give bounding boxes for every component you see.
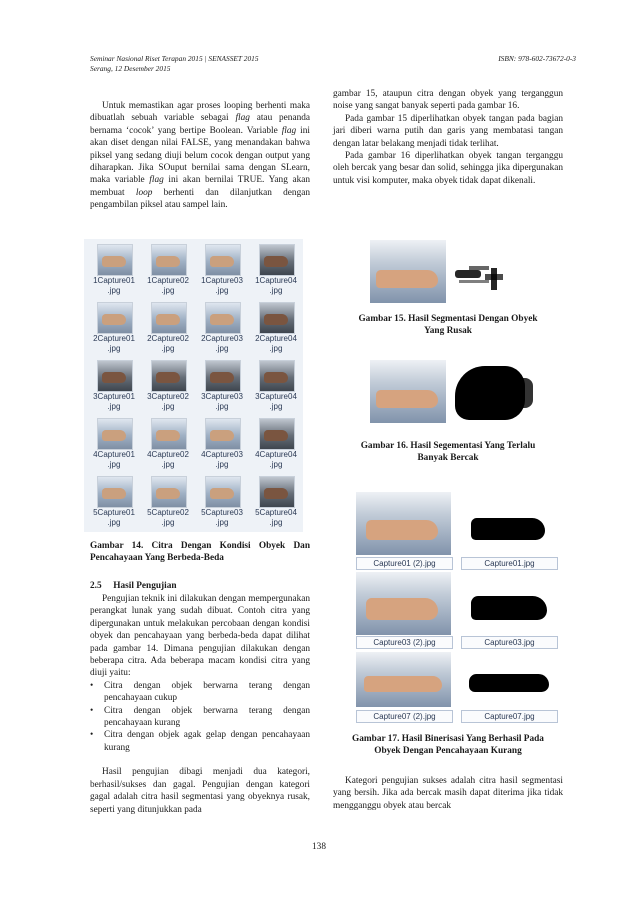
hand-image: [205, 360, 241, 392]
thumbnail-filename: 3Capture04 .jpg: [255, 392, 297, 411]
running-header-left: [90, 54, 259, 73]
thumbnail-filename: 4Capture03 .jpg: [201, 450, 243, 469]
hand-image: [205, 244, 241, 276]
figure-17-photo-1: [356, 492, 451, 555]
figure-14-thumbnail: [141, 473, 195, 531]
figure-14-thumbnail: [195, 357, 249, 415]
thumbnail-filename: 3Capture01 .jpg: [93, 392, 135, 411]
bullet-icon: •: [90, 730, 94, 741]
thumbnail-filename: 4Capture04 .jpg: [255, 450, 297, 469]
hand-image: [259, 360, 295, 392]
figure-15-segmented-photo: [451, 240, 535, 303]
text-run: atau penanda bernama ‘cocok’ yang bertipe Boolean. Variable: [90, 113, 310, 136]
figure-14-thumbnail: [249, 415, 303, 473]
bullet-icon: •: [90, 705, 94, 716]
figure-17-binary-3: [461, 652, 556, 707]
text-run: ini akan diset dengan nilai FALSE, yang menandakan bahwa piksel yang sedang diuji belum cocok dengan output yang diharapkan. Jika SOuput bernilai sama dengan SLearn, maka variable: [90, 125, 310, 186]
hand-image: [151, 360, 187, 392]
figure-14-thumbnail: [141, 299, 195, 357]
figure-17-label: Capture03.jpg: [461, 636, 558, 649]
list-item-text: Citra dengan objek berwarna terang dengan pencahayaan kurang: [104, 705, 310, 729]
caption-line: Yang Rusak: [424, 326, 472, 336]
hand-image: [259, 476, 295, 508]
thumbnail-filename: 1Capture04 .jpg: [255, 276, 297, 295]
thumbnail-filename: 5Capture02 .jpg: [147, 508, 189, 527]
section-body: [90, 593, 310, 816]
figure-17-binary-1: [461, 492, 556, 555]
figure-17-binary-2: [461, 572, 556, 635]
header-isbn: ISBN: 978-602-73672-0-3: [498, 54, 576, 63]
hand-image: [205, 302, 241, 334]
hand-image: [205, 418, 241, 450]
thumbnail-filename: 4Capture01 .jpg: [93, 450, 135, 469]
list-item: [90, 680, 310, 705]
figure-17-photo-2: [356, 572, 451, 635]
italic-term: flag: [235, 113, 250, 124]
figure-14-thumbnail: [195, 415, 249, 473]
figure-14-thumbnail: [141, 415, 195, 473]
hand-image: [259, 418, 295, 450]
paragraph-sukses: Kategori pengujian sukses adalah citra hasil segmentasi yang bersih. Jika ada bercak masih dapat diterima jika tidak mengganggu obyek atau bercak: [333, 776, 563, 811]
thumbnail-filename: 2Capture01 .jpg: [93, 334, 135, 353]
figure-14-thumbnail: [87, 473, 141, 531]
text-run: Untuk memastikan agar proses looping berhenti maka dibuatlah sebuah variable sebagai: [90, 101, 310, 124]
thumbnail-filename: 5Capture03 .jpg: [201, 508, 243, 527]
hand-image: [97, 302, 133, 334]
right-column-text: [333, 88, 563, 187]
figure-14-thumbnail: [87, 241, 141, 299]
thumbnail-filename: 1Capture03 .jpg: [201, 276, 243, 295]
thumbnail-filename: 3Capture03 .jpg: [201, 392, 243, 411]
thumbnail-filename: 5Capture01 .jpg: [93, 508, 135, 527]
caption-line: Gambar 17. Hasil Binerisasi Yang Berhasil Pada: [352, 734, 544, 744]
figure-14-thumbnail: [141, 357, 195, 415]
figure-17-caption: [333, 733, 563, 757]
thumbnail-filename: 1Capture02 .jpg: [147, 276, 189, 295]
figure-17-label: Capture07.jpg: [461, 710, 558, 723]
figure-17-label: Capture07 (2).jpg: [356, 710, 453, 723]
right-bottom-text: [333, 775, 563, 812]
paragraph-kategori: Hasil pengujian dibagi menjadi dua kategori, berhasil/sukses dan gagal. Pengujian dengan kategori gagal adalah citra hasil segmentasi yang obyeknya rusak, seperti yang ditunjukkan pada: [90, 767, 310, 815]
thumbnail-filename: 4Capture02 .jpg: [147, 450, 189, 469]
figure-16-caption: [333, 440, 563, 464]
caption-line: Pencahayaan Yang Berbeda-Beda: [90, 553, 224, 563]
hand-image: [151, 244, 187, 276]
thumbnail-filename: 2Capture02 .jpg: [147, 334, 189, 353]
text-run: ini akan bernilai TRUE. Yang akan membuat: [90, 175, 310, 198]
figure-17-label: Capture01 (2).jpg: [356, 557, 453, 570]
list-item-text: Citra dengan objek berwarna terang dengan pencahayaan cukup: [104, 680, 310, 704]
paragraph-continued: gambar 15, ataupun citra dengan obyek yang terganggun noise yang sangat banyak seperti pada gambar 16.: [333, 89, 563, 112]
caption-line: Banyak Bercak: [417, 453, 479, 463]
thumbnail-filename: 2Capture04 .jpg: [255, 334, 297, 353]
list-item: [90, 705, 310, 730]
figure-14-thumbnail: [141, 241, 195, 299]
figure-16-segmented-photo: [451, 360, 535, 423]
figure-16-original-photo: [370, 360, 446, 423]
page-number: 138: [312, 842, 326, 852]
figure-17-photo-3: [356, 652, 451, 707]
figure-14-thumbnail: [195, 241, 249, 299]
list-item: [90, 729, 310, 754]
figure-17-label: Capture01.jpg: [461, 557, 558, 570]
section-heading: 2.5 Hasil Pengujian: [90, 581, 177, 591]
hand-image: [97, 244, 133, 276]
thumbnail-filename: 5Capture04 .jpg: [255, 508, 297, 527]
hand-image: [97, 476, 133, 508]
italic-term: flag: [149, 175, 164, 186]
header-date: Serang, 12 Desember 2015: [90, 63, 171, 73]
thumbnail-filename: 2Capture03 .jpg: [201, 334, 243, 353]
header-conference: Seminar Nasional Riset Terapan 2015 | SENASSET 2015: [90, 54, 259, 63]
figure-14-image-grid: [84, 239, 303, 532]
caption-line: Gambar 16. Hasil Segementasi Yang Terlalu: [360, 441, 536, 451]
thumbnail-filename: 1Capture01 .jpg: [93, 276, 135, 295]
figure-14-thumbnail: [87, 357, 141, 415]
caption-line: Gambar 15. Hasil Segmentasi Dengan Obyek: [358, 314, 538, 324]
italic-term: loop: [135, 187, 153, 198]
figure-14-thumbnail: [195, 299, 249, 357]
thumbnail-filename: 3Capture02 .jpg: [147, 392, 189, 411]
hand-image: [97, 360, 133, 392]
figure-14-thumbnail: [249, 357, 303, 415]
figure-15-caption: [333, 313, 563, 337]
bullet-icon: •: [90, 680, 94, 691]
hand-image: [259, 302, 295, 334]
figure-15-original-photo: [370, 240, 446, 303]
paragraph-gambar16: Pada gambar 16 diperlihatkan obyek tangan terganggu oleh bercak yang besar dan solid, sehingga jika dipergunakan untuk visi komputer, maka obyek tidak dapat dikenali.: [333, 151, 563, 186]
figure-17-label: Capture03 (2).jpg: [356, 636, 453, 649]
paragraph-pengujian: Pengujian teknik ini dilakukan dengan mempergunakan perangkat lunak yang sudah dibuat. Contoh citra yang dipergunakan untuk melakukan percobaan dengan kondisi obyek dan pencahayaan yang berbeda-beda dapat dilihat pada gambar 14. Dimana pengujian dilakukan dengan beberapa citra. Ada beberapa macam kondisi citra yang diuji yaitu:: [90, 594, 310, 679]
hand-image: [205, 476, 241, 508]
paragraph-gambar15: Pada gambar 15 diperlihatkan obyek tangan pada bagian jari diberi warna putih dan garis yang membatasi tangan dengan latar belakang menjadi tidak terlihat.: [333, 113, 563, 149]
figure-14-thumbnail: [87, 415, 141, 473]
list-item-text: Citra dengan objek agak gelap dengan pencahayaan kurang: [104, 730, 310, 753]
hand-image: [151, 418, 187, 450]
text-run: berhenti dan dilanjutkan dengan pengambilan piksel atau sampel lain.: [90, 187, 310, 211]
figure-14-thumbnail: [87, 299, 141, 357]
hand-image: [151, 476, 187, 508]
paragraph-looping: [90, 100, 310, 212]
hand-image: [259, 244, 295, 276]
condition-list: [90, 680, 310, 754]
figure-14-caption: [90, 540, 310, 564]
left-column-text: [90, 100, 310, 212]
caption-line: Gambar 14. Citra Dengan Kondisi Obyek Dan: [90, 541, 310, 551]
caption-line: Obyek Dengan Pencahayaan Kurang: [374, 746, 522, 756]
hand-image: [97, 418, 133, 450]
hand-image: [151, 302, 187, 334]
italic-term: flag: [281, 125, 297, 136]
figure-14-thumbnail: [249, 299, 303, 357]
figure-14-thumbnail: [195, 473, 249, 531]
figure-14-thumbnail: [249, 241, 303, 299]
figure-14-thumbnail: [249, 473, 303, 531]
